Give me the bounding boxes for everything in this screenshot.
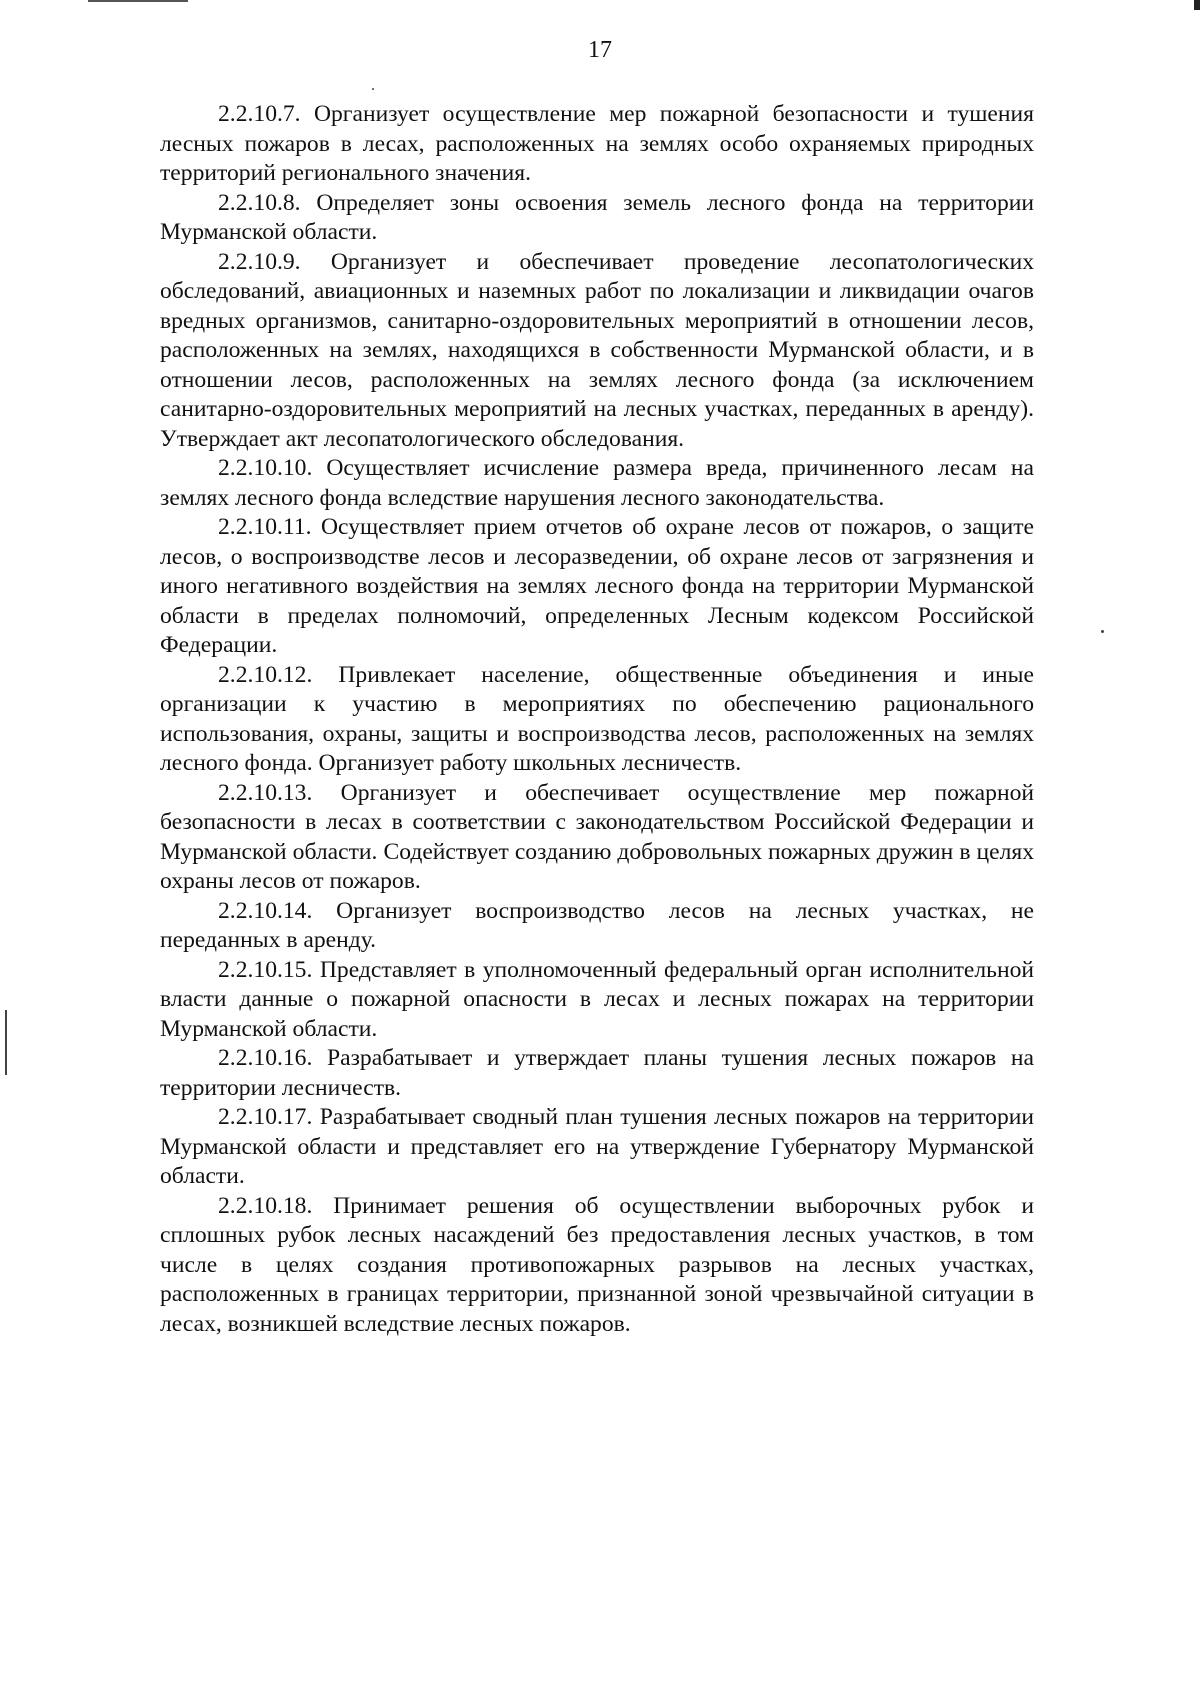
- paragraph-number: 2.2.10.9.: [218, 248, 301, 275]
- paragraph-2-2-10-7: [160, 100, 1034, 189]
- paragraph-number: 2.2.10.7.: [218, 101, 301, 127]
- paragraph-text: Осуществляет прием отчетов об охране лесов от пожаров, о защите лесов, о воспроизводстве лесов и лесоразведении, об охране лесов от загрязнения и иного негативного воздействия на землях лесного фонда на территории Мурманской области в пределах полномочий, определенных Лесным кодексом Российской Федерации.: [160, 514, 1034, 658]
- paragraph-text: Определяет зоны освоения земель лесного фонда на территории Мурманской области.: [160, 189, 1034, 245]
- paragraph-text: Организует воспроизводство лесов на лесных участках, не переданных в аренду.: [160, 897, 1034, 953]
- paragraph-number: 2.2.10.16.: [218, 1045, 313, 1071]
- paragraph-text: Осуществляет исчисление размера вреда, причиненного лесам на землях лесного фонда вследствие нарушения лесного законодательства.: [160, 455, 1034, 511]
- paragraph-2-2-10-9: [160, 248, 1034, 455]
- paragraph-2-2-10-16: [160, 1044, 1034, 1103]
- paragraph-text: Привлекает население, общественные объединения и иные организации к участию в мероприятиях по обеспечению рационального использования, охраны, защиты и воспроизводства лесов, расположенных на землях лесного фонда. Организует работу школьных лесничеств.: [160, 661, 1034, 776]
- paragraph-2-2-10-8: [160, 189, 1034, 248]
- paragraph-2-2-10-12: [160, 661, 1034, 779]
- paragraph-2-2-10-15: [160, 956, 1034, 1045]
- paragraph-number: 2.2.10.10.: [218, 455, 313, 481]
- paragraph-number: 2.2.10.11.: [218, 514, 312, 540]
- paragraph-text: Принимает решения об осуществлении выборочных рубок и сплошных рубок лесных насаждений без предоставления лесных участков, в том числе в целях создания противопожарных разрывов на лесных участках, расположенных в границах территории, признанной зоной чрезвычайной ситуации в лесах, возникшей вследствие лесных пожаров.: [160, 1192, 1034, 1337]
- page-number: 17: [588, 37, 612, 63]
- paragraph-2-2-10-18: [160, 1192, 1034, 1340]
- paragraph-number: 2.2.10.15.: [218, 956, 313, 983]
- paragraph-text: Организует и обеспечивает осуществление мер пожарной безопасности в лесах в соответствии с законодательством Российской Федерации и Мурманской области. Содействует созданию добровольных пожарных дружин в целях охраны лесов от пожаров.: [160, 779, 1034, 894]
- paragraph-text: Разрабатывает и утверждает планы тушения лесных пожаров на территории лесничеств.: [160, 1045, 1034, 1101]
- paragraph-number: 2.2.10.8.: [218, 189, 301, 216]
- paragraph-2-2-10-11: [160, 513, 1034, 661]
- paragraph-number: 2.2.10.12.: [218, 661, 313, 688]
- scan-artifact-dot: [372, 88, 374, 90]
- scan-artifact-corner: [1194, 0, 1200, 10]
- paragraph-2-2-10-10: [160, 454, 1034, 513]
- paragraph-2-2-10-14: [160, 897, 1034, 956]
- document-body: [160, 100, 1034, 1339]
- scan-artifact-margin-line: [5, 1010, 7, 1075]
- paragraph-text: Организует и обеспечивает проведение лесопатологических обследований, авиационных и наземных работ по локализации и ликвидации очагов вредных организмов, санитарно-оздоровительных мероприятий в отношении лесов, расположенных на землях, находящихся в собственности Мурманской области, и в отношении лесов, расположенных на землях лесного фонда (за исключением санитарно-оздоровительных мероприятий на лесных участках, переданных в аренду). Утверждает акт лесопатологического обследования.: [160, 248, 1034, 452]
- paragraph-number: 2.2.10.14.: [218, 897, 313, 924]
- paragraph-2-2-10-17: [160, 1103, 1034, 1192]
- scan-artifact-dot: [1101, 630, 1104, 633]
- paragraph-number: 2.2.10.18.: [218, 1192, 313, 1219]
- scan-artifact-line: [88, 0, 188, 2]
- paragraph-number: 2.2.10.13.: [218, 779, 313, 806]
- paragraph-text: Организует осуществление мер пожарной безопасности и тушения лесных пожаров в лесах, расположенных на землях особо охраняемых природных территорий регионального значения.: [160, 101, 1034, 186]
- paragraph-2-2-10-13: [160, 779, 1034, 897]
- paragraph-text: Представляет в уполномоченный федеральный орган исполнительной власти данные о пожарной опасности в лесах и лесных пожарах на территории Мурманской области.: [160, 956, 1034, 1042]
- paragraph-text: Разрабатывает сводный план тушения лесных пожаров на территории Мурманской области и представляет его на утверждение Губернатору Мурманской области.: [160, 1104, 1034, 1189]
- paragraph-number: 2.2.10.17.: [218, 1104, 313, 1130]
